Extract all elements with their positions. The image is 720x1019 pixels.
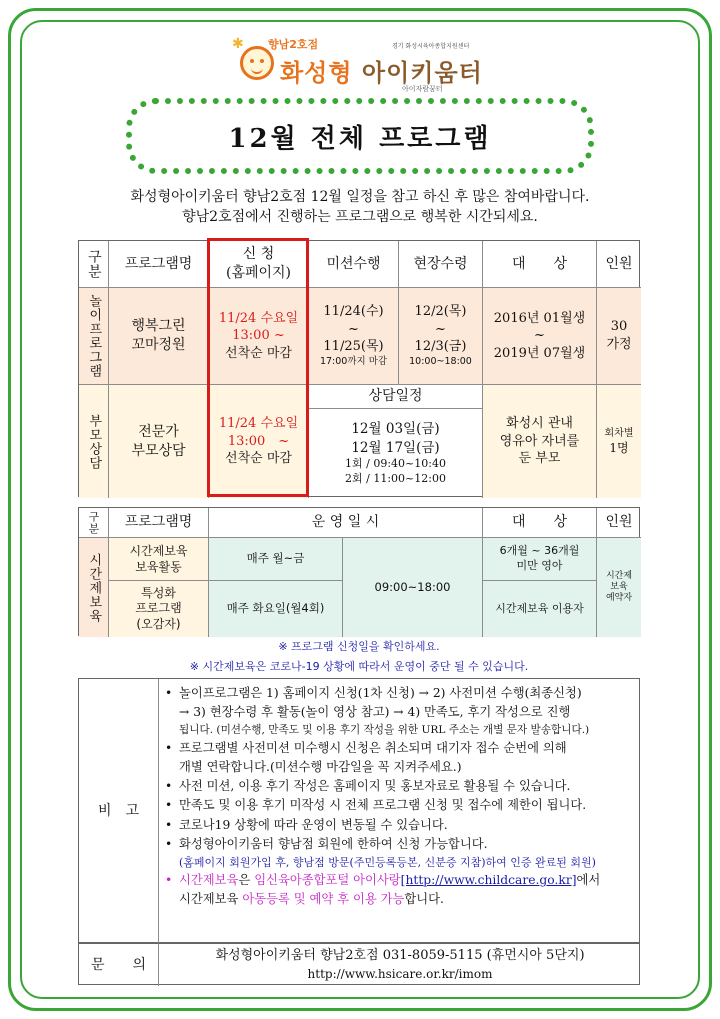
row1-apply-line2: 13:00 ~: [232, 328, 285, 344]
row2-capacity-line2: 1명: [609, 441, 629, 456]
t2-header-category: [79, 508, 109, 538]
t2-row1-days: 매주 월~금: [209, 538, 343, 581]
row1-pickup-line4: 10:00~18:00: [409, 355, 472, 367]
remark-7-line2-part2: 아동등록 및 예약 후 이용 가능: [242, 892, 405, 907]
row1-pickup-line1: 12/2(목): [414, 304, 467, 320]
row1-pickup-line2: ~: [435, 321, 446, 337]
t2-row2-program-line3: (오감자): [136, 616, 181, 631]
t2-capacity-line3: 예약자: [605, 593, 633, 604]
row2-apply-line3: 선착순 마감: [225, 451, 292, 467]
t2-row1-target-line2: 미만 영아: [516, 559, 563, 572]
bullet: •: [165, 798, 173, 813]
inquiry-contact: 화성형아이키움터 향남2호점 031-8059-5115 (휴먼시아 5단지): [215, 947, 585, 963]
row1-program-line1: 행복그린: [131, 318, 186, 335]
header-program: 프로그램명: [109, 241, 209, 288]
remark-3: [165, 777, 633, 796]
row2-program-line1: 전문가: [138, 423, 179, 440]
remark-7-line2-part3: 합니다.: [404, 892, 444, 907]
page-title: 12월 전체 프로그램: [228, 123, 492, 154]
t2-row2-program-line1: 특성화: [141, 585, 176, 600]
t2-header-category-text: 구분: [87, 510, 100, 535]
row2-schedule-line3: 1회 / 09:40~10:40: [345, 456, 446, 470]
logo-tagline: 아이자람꿈터: [402, 85, 443, 93]
t2-row1-program: [109, 538, 209, 581]
header-apply-line2: (홈페이지): [225, 265, 292, 281]
header-capacity: 인원: [597, 241, 641, 288]
header-target: 대 상: [483, 241, 597, 288]
note-covid: ※ 시간제보육은 코로나-19 상황에 따라서 운영이 중단 될 수 있습니다.: [189, 660, 529, 673]
row2-schedule-line2: 12월 17일(금): [351, 439, 440, 456]
row1-program-line2: 꼬마정원: [131, 337, 186, 353]
t2-row1-target: [483, 538, 597, 581]
row2-program: [109, 385, 209, 498]
remark-6-line1: [165, 835, 633, 854]
remarks-label: 비 고: [79, 679, 159, 944]
row1-mission-line3: 11/25(목): [323, 339, 384, 355]
inquiry-content: [159, 944, 641, 986]
remark-7-part1: 시간제보육: [179, 873, 239, 888]
row2-category-text: 부모상담: [86, 413, 102, 470]
t2-header-capacity: 인원: [597, 508, 641, 538]
row1-mission-line2: ~: [348, 321, 359, 337]
header-apply: [209, 241, 309, 288]
remark-7-line1: [165, 871, 633, 890]
star-icon: ✱: [232, 36, 244, 52]
row1-apply: [209, 288, 309, 385]
remark-4: [165, 796, 633, 815]
t2-time: 09:00~18:00: [343, 538, 483, 637]
intro-line-2: 향남2호점에서 진행하는 프로그램으로 행복한 시간되세요.: [182, 209, 538, 225]
row1-category-text: 놀이프로그램: [86, 294, 102, 378]
row2-target-line1: 화성시 관내: [506, 416, 573, 432]
row1-target: [483, 288, 597, 385]
row1-mission-line1: 11/24(수): [323, 304, 384, 320]
row2-target-line2: 영유아 자녀를: [499, 433, 580, 449]
remark-1-line1: [165, 684, 633, 703]
t2-capacity-line2: 보육: [610, 581, 628, 592]
row1-pickup: [399, 288, 483, 385]
t2-row2-program: [109, 581, 209, 637]
row2-capacity: [597, 385, 641, 498]
row1-target-line2: ~: [534, 328, 545, 344]
t2-row2-target: 시간제보육 이용자: [483, 581, 597, 637]
inquiry-table: [78, 943, 640, 985]
header-category-text: 구분: [85, 249, 102, 279]
row2-schedule-line4: 2회 / 11:00~12:00: [345, 471, 446, 485]
inquiry-label: 문 의: [79, 944, 159, 986]
remark-2-line1: [165, 739, 633, 758]
remark-5-text: 코로나19 상황에 따라 운영이 변동될 수 있습니다.: [179, 817, 448, 832]
header-pickup: 현장수령: [399, 241, 483, 288]
bullet: •: [165, 686, 173, 700]
program-table: [78, 240, 640, 497]
t2-row2-program-line2: 프로그램: [135, 601, 182, 616]
t2-header-operation: 운 영 일 시: [209, 508, 483, 538]
remarks-table: [78, 678, 640, 943]
logo-name: [280, 53, 483, 88]
row2-schedule-line1: 12월 03일(금): [351, 421, 440, 438]
row1-pickup-line3: 12/3(금): [414, 339, 467, 355]
header-apply-line1: 신 청: [242, 246, 275, 263]
inquiry-url[interactable]: http://www.hsicare.or.kr/imom: [307, 966, 493, 981]
remark-7-part3: 임신육아종합포털 아이사랑: [254, 873, 401, 888]
header-mission: 미션수행: [309, 241, 399, 288]
t2-header-program: 프로그램명: [109, 508, 209, 538]
row2-capacity-line1: 회차별: [604, 427, 634, 439]
logo-name-part1: 화성형: [280, 59, 362, 87]
t2-capacity-line1: 시간제: [605, 570, 633, 581]
time-care-table: [78, 507, 640, 636]
note-apply-date: ※ 프로그램 신청일을 확인하세요.: [278, 640, 440, 653]
row1-target-line1: 2016년 01월생: [493, 310, 586, 326]
bullet: •: [165, 873, 173, 888]
row2-schedule-title: 상담일정: [309, 385, 483, 409]
remark-7-line2: [165, 890, 633, 909]
remark-1-line2: → 3) 현장수령 후 활동(놀이 영상 참고) → 4) 만족도, 후기 작성으로 진행: [179, 705, 571, 720]
t2-row1-program-line1: 시간제보육: [129, 543, 188, 558]
logo-name-part2: 아이키움터: [361, 59, 483, 87]
t2-category-text: 시간제보육: [86, 552, 102, 623]
row1-mission-line4: 17:00까지 마감: [319, 355, 388, 367]
remark-7-part2: 은: [238, 873, 255, 888]
row2-schedule: [309, 409, 483, 498]
t2-row1-program-line2: 보육활동: [135, 560, 182, 574]
row1-program: [109, 288, 209, 385]
remark-7-line2-part1: 시간제보육: [179, 892, 243, 907]
row2-apply-line1: 11/24 수요일: [218, 416, 299, 432]
remark-1-line3: 됩니다. (미션수행, 만족도 및 이용 후기 작성을 위한 URL 주소는 개별 문자 발송합니다.): [179, 724, 590, 737]
remark-3-text: 사전 미션, 이용 후기 작성은 홈페이지 및 홍보자료로 활용될 수 있습니다.: [179, 779, 571, 794]
bullet: •: [165, 740, 173, 755]
row2-apply-line2: 13:00 ~: [227, 433, 290, 449]
childcare-link[interactable]: [http://www.childcare.go.kr]: [400, 873, 577, 888]
row1-capacity-line1: 30: [610, 319, 628, 335]
row2-target: [483, 385, 597, 498]
row1-capacity-line2: 가정: [606, 337, 632, 352]
logo-branch: 향남2호점: [268, 38, 319, 51]
remark-2-line1-text: 프로그램별 사전미션 미수행시 신청은 취소되며 대기자 접수 순번에 의해: [179, 740, 567, 755]
row1-capacity: [597, 288, 641, 385]
title-box: [126, 98, 594, 174]
row1-apply-line3: 선착순 마감: [225, 345, 292, 361]
remarks-content: [159, 679, 641, 944]
remark-4-text: 만족도 및 이용 후기 미작성 시 전체 프로그램 신청 및 접수에 제한이 됩니다.: [179, 798, 587, 813]
remark-7-part5: 에서: [576, 873, 601, 888]
header-category: [79, 241, 109, 288]
remark-1-line1-text: 놀이프로그램은 1) 홈페이지 신청(1차 신청) → 2) 사전미션 수행(최종신청): [179, 686, 582, 700]
remark-2-line2: 개별 연락합니다.(미션수행 마감일을 꼭 지켜주세요.): [179, 760, 462, 775]
t2-row1-target-line1: 6개월 ~ 36개월: [499, 544, 580, 558]
t2-header-target: 대 상: [483, 508, 597, 538]
remark-6-line2: (홈페이지 회원가입 후, 향남점 방문(주민등록등본, 신분증 지참)하여 인증 완료된 회원): [179, 855, 596, 869]
t2-category: [79, 538, 109, 637]
bullet: •: [165, 779, 173, 794]
remark-6-line1-text: 화성형아이키움터 향남점 회원에 한하여 신청 가능합니다.: [179, 836, 488, 851]
brand-logo: [232, 36, 492, 96]
logo-org: 경기 화성시육아종합지원센터: [392, 43, 470, 50]
bullet: •: [165, 836, 173, 851]
remark-5: [165, 816, 633, 835]
t2-capacity: [597, 538, 641, 637]
t2-row2-days: 매주 화요일(월4회): [209, 581, 343, 637]
intro-line-1: 화성형아이키움터 향남2호점 12월 일정을 참고 하신 후 많은 참여바랍니다.: [130, 189, 590, 205]
row1-mission: [309, 288, 399, 385]
row2-category: [79, 385, 109, 498]
row1-category: [79, 288, 109, 385]
row1-target-line3: 2019년 07월생: [493, 345, 586, 361]
row1-apply-line1: 11/24 수요일: [218, 310, 299, 326]
row2-apply: [209, 385, 309, 498]
row2-program-line2: 부모상담: [131, 442, 186, 459]
bullet: •: [165, 817, 173, 832]
row2-target-line3: 둔 부모: [518, 451, 561, 467]
